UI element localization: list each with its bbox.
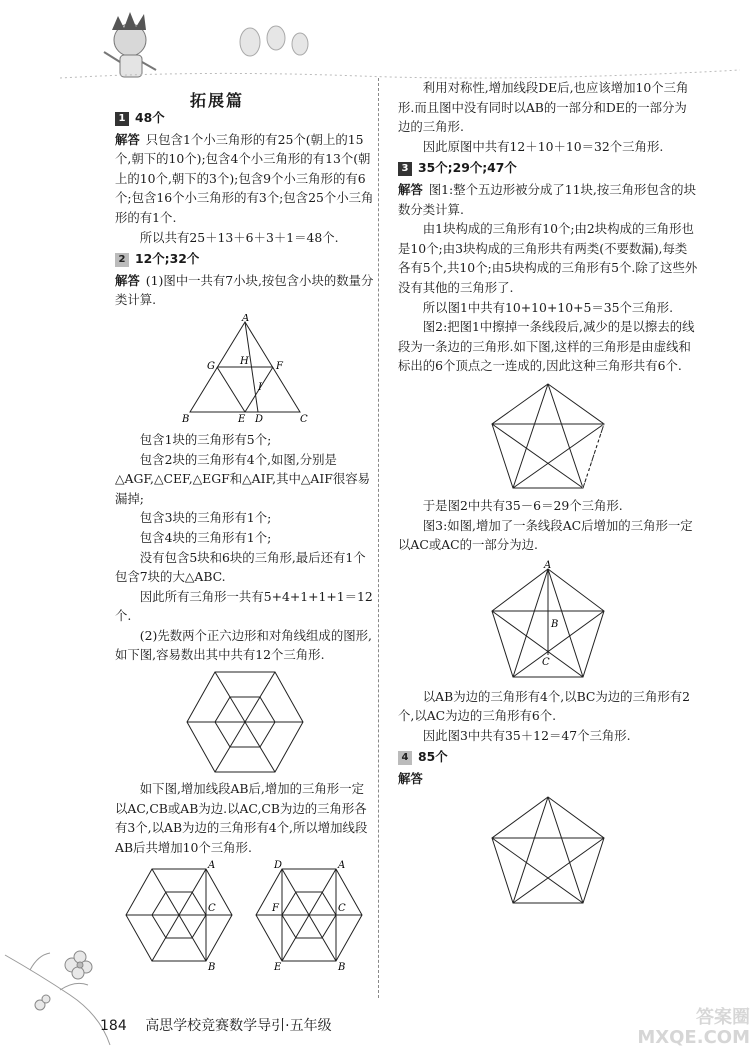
label-E: E xyxy=(238,413,246,425)
q1-answer: 48个 xyxy=(135,110,165,125)
label-F: F xyxy=(276,360,283,372)
label-A: A xyxy=(338,860,346,872)
watermark-text: 答案圈 MXQE.COM xyxy=(637,1007,750,1048)
flower-decoration xyxy=(0,935,120,1053)
label-F: F xyxy=(272,903,279,915)
label-C: C xyxy=(208,903,216,915)
hexagon-figure xyxy=(185,669,305,775)
label-A: A xyxy=(544,559,552,571)
column-divider xyxy=(378,78,379,998)
q3-p8: 因此图3中共有35＋12＝47个三角形. xyxy=(422,727,631,743)
q4-answer: 85个 xyxy=(418,749,448,765)
label-B: B xyxy=(208,962,216,972)
watermark xyxy=(600,1008,750,1053)
q2-line-5: 没有包含5块和6块的三角形,最后还有1个包含7块的大△ABC. xyxy=(115,549,366,585)
q2-line-2: 包含2块的三角形有4个,如图,分别是△AGF,△CEF,△EGF和△AIF,其中△AIF很容易漏掉; xyxy=(115,451,370,506)
q1-body: 只包含1个小三角形的有25个(朝上的15个,朝下的10个);包含4个小三角形的有13个(朝上的10个,朝下的3个);包含9个小三角形的有6个;包含16个小三角形的有3个;包含25个小三角形的有1个. xyxy=(115,131,374,225)
q2-line-4: 包含4块的三角形有1个; xyxy=(139,529,272,545)
header-decoration xyxy=(0,0,750,90)
q2-line-3: 包含3块的三角形有1个; xyxy=(139,510,272,526)
pentagon-fig2 xyxy=(487,380,609,492)
q4-number: 4 xyxy=(398,751,412,765)
label-B: B xyxy=(338,962,346,972)
q2-solution-label: 解答 xyxy=(115,272,140,288)
tree-illustrations xyxy=(240,26,308,56)
label-B: B xyxy=(182,413,190,425)
q3-p4: 图2:把图1中擦掉一条线段后,减少的是以擦去的线段为一条边的三角形.如下图,这样的三角形是由虚线和标出的6个顶点之一连成的,因此这种三角形共有6个. xyxy=(398,319,695,374)
q2-after-hex: 如下图,增加线段AB后,增加的三角形一定以AC,CB或AB为边.以AC,CB为边的三角形各有3个,以AB为边的三角形有4个,所以增加线段AB后共增加10个三角形. xyxy=(115,781,368,855)
label-C: C xyxy=(542,656,550,668)
q2-answer: 12个;32个 xyxy=(135,251,200,267)
q3-p7: 以AB为边的三角形有4个,以BC为边的三角形有2个,以AC为边的三角形有6个. xyxy=(398,688,691,724)
book-title: 高思学校竞赛数学导引·五年级 xyxy=(145,1018,332,1034)
pentagon-fig3 xyxy=(487,559,609,683)
q2-line-7: (2)先数两个正六边形和对角线组成的图形,如下图,容易数出其中共有12个三角形. xyxy=(115,627,372,663)
q2-header xyxy=(115,249,375,269)
q3-p3: 所以图1中共有10+10+10+5＝35个三角形. xyxy=(422,299,674,315)
label-H: H xyxy=(240,355,249,367)
hexagon-pair xyxy=(115,859,375,971)
label-G: G xyxy=(207,360,215,372)
hexagon-ab-figure xyxy=(124,859,236,971)
q3-p1: 图1:整个五边形被分成了11块,按三角形包含的块数分类计算. xyxy=(398,181,696,217)
label-B: B xyxy=(551,618,559,630)
label-E: E xyxy=(274,962,282,972)
hexagon-abde-figure xyxy=(254,859,366,971)
q2-cont1: 利用对称性,增加线段DE后,也应该增加10个三角形.而且图中没有同时以AB的一部分和DE的一部分为边的三角形. xyxy=(398,80,689,135)
q3-p2: 由1块构成的三角形有10个;由2块构成的三角形也是10个;由3块构成的三角形共有两类(不要数漏),每类各有5个,共10个;由5块构成的三角形有5个.除了这些外没有其他的三角形了. xyxy=(398,221,698,295)
q2-part1: (1)图中一共有7小块,按包含小块的数量分类计算. xyxy=(115,272,374,308)
q3-p5: 于是图2中共有35－6＝29个三角形. xyxy=(422,497,623,513)
q3-solution-label: 解答 xyxy=(398,181,423,197)
triangle-figure xyxy=(180,314,310,426)
q3-header xyxy=(398,158,698,178)
right-column xyxy=(398,78,698,911)
q2-line-1: 包含1块的三角形有5个; xyxy=(139,431,272,447)
left-column xyxy=(115,106,375,971)
q3-answer: 35个;29个;47个 xyxy=(418,160,517,176)
label-C: C xyxy=(338,903,346,915)
q2-cont2: 因此原图中共有12＋10＋10＝32个三角形. xyxy=(422,138,664,154)
q1-solution-label: 解答 xyxy=(115,131,140,147)
label-D: D xyxy=(255,413,264,425)
q1-header xyxy=(115,108,375,128)
label-I: I xyxy=(258,381,262,393)
cartoon-boy-illustration xyxy=(104,12,156,77)
pentagon-fig4 xyxy=(486,793,610,907)
grass-line xyxy=(60,70,740,78)
page-number: 184 xyxy=(100,1018,127,1034)
q4-solution-label: 解答 xyxy=(398,771,423,787)
page-footer xyxy=(100,1015,332,1035)
q2-line-6: 因此所有三角形一共有5+4+1+1+1＝12个. xyxy=(115,588,373,624)
label-A: A xyxy=(208,860,216,872)
q2-number: 2 xyxy=(115,253,129,267)
q1-total: 所以共有25＋13＋6＋3＋1＝48个. xyxy=(139,229,339,245)
q1-number: 1 xyxy=(115,112,129,126)
label-C: C xyxy=(300,413,308,425)
label-A: A xyxy=(242,313,250,324)
q4-header xyxy=(398,747,698,767)
label-D: D xyxy=(274,860,283,872)
q3-p6: 图3:如图,增加了一条线段AC后增加的三角形一定以AC或AC的一部分为边. xyxy=(398,517,693,553)
q3-number: 3 xyxy=(398,162,412,176)
section-title: 拓展篇 xyxy=(190,91,245,110)
